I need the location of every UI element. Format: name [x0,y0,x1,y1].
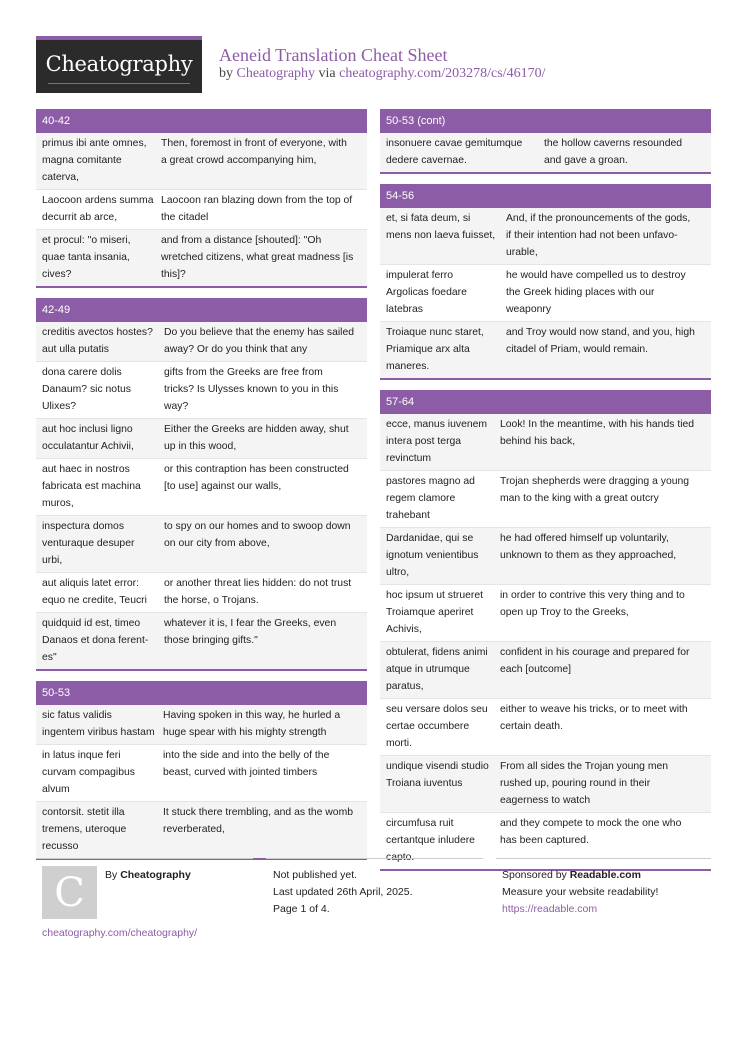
sponsor-tagline: Measure your website readability! [502,886,659,898]
right-column [380,109,711,881]
table-row [380,585,711,642]
page-footer [36,858,711,958]
latin-text: Troiaque nunc staret, Priamique arx alta maneres. [386,327,484,372]
english-text: into the side and into the belly of the beast, curved with jointed timbers [163,750,330,778]
footer-divider [266,858,483,859]
latin-text: aut aliquis latet error: equo ne credite, Teucri [42,578,147,606]
latin-text: ecce, manus iuvenem intera post terga revinctum [386,419,488,464]
latin-text: insonuere cavae gemitumque dedere cavernae. [386,138,523,166]
latin-text: Laocoon ardens summa decurrit ab arce, [42,195,154,223]
sponsor-link[interactable]: https://readable.com [502,903,598,915]
table-row [36,322,367,362]
english-text: From all sides the Trojan young men rushed up, pouring round in their eagerness to watch [500,761,669,806]
latin-text: aut haec in nostros fabricata est machina muros, [42,464,141,509]
table-row [380,414,711,471]
table-row [36,573,367,613]
table-row [380,528,711,585]
latin-text: impulerat ferro Argolicas foedare latebras [386,270,467,315]
table-row [380,699,711,756]
via-word: via [318,66,336,81]
english-text: Do you believe that the enemy has sailed away? Or do you think that any [164,327,355,355]
table-row [380,208,711,265]
english-text: whatever it is, I fear the Greeks, even those bringing gifts." [164,618,337,646]
latin-text: creditis avectos hostes? aut ulla putatis [42,327,153,355]
by-label: By [105,869,118,881]
table-row [380,133,711,172]
latin-text: in latus inque feri curvam compagibus alvum [42,750,135,795]
english-text: or this contraption has been constructed [to use] against our walls, [164,464,349,492]
section-header: 40-42 [36,109,367,133]
latin-text: et procul: "o miseri, quae tanta insania, cives? [42,235,131,280]
latin-text: contorsit. stetit illa tremens, uteroque recusso [42,807,127,852]
english-text: or another threat lies hidden: do not trust the horse, o Trojans. [164,578,352,606]
sponsor-line [502,867,641,884]
sheet-url-link[interactable]: cheatography.com/203278/cs/46170/ [339,66,546,81]
table-row [36,613,367,669]
latin-text: aut hoc inclusi ligno occulatantur Achivii, [42,424,134,452]
byline [219,66,545,82]
latin-text: inspectura domos venturaque desuper urbi, [42,521,135,566]
table-row [380,322,711,378]
english-text: confident in his courage and prepared for each [outcome] [500,647,690,675]
english-text: and Troy would now stand, and you, high citadel of Priam, would remain. [506,327,695,355]
table-row [380,756,711,813]
english-text: he would have compelled us to destroy the Greek hiding places with our weaponry [506,270,686,315]
english-text: Trojan shepherds were dragging a young man to the king with a great outcry [500,476,690,504]
section-40-42 [36,109,367,288]
sheet-title: Aeneid Translation Cheat Sheet [219,45,448,65]
page-number: Page 1 of 4. [273,903,330,915]
logo-text: Cheatography [45,52,193,76]
section-header: 57-64 [380,390,711,414]
latin-text: sic fatus validis ingentem viribus hastam [42,710,155,738]
english-text: And, if the pronouncements of the gods, if their intention had not been unfavo- urable, [506,213,691,258]
section-header: 50-53 (cont) [380,109,711,133]
latin-text: circumfusa ruit certantque inludere [386,818,475,846]
latin-text: quidquid id est, timeo Danaos et dona ferent- es" [42,618,149,663]
section-54-56 [380,184,711,380]
logo-underline [48,83,190,84]
latin-text: pastores magno ad regem clamore trahebant [386,476,475,521]
latin-text: seu versare dolos seu certae occumbere morti. [386,704,488,749]
left-column [36,109,367,870]
english-text: Look! In the meantime, with his hands tied behind his back, [500,419,695,447]
table-row [36,230,367,286]
section-header: 42-49 [36,298,367,322]
by-word: by [219,66,233,81]
latin-text: et, si fata deum, si mens non laeva fuisset, [386,213,496,241]
section-50-53 [36,681,367,860]
sponsor-name[interactable]: Readable.com [569,869,641,881]
table-row [36,705,367,745]
latin-text: undique visendi studio Troiana iuventus [386,761,489,789]
english-text: Then, foremost in front of everyone, with a great crowd accompanying him, [161,138,347,166]
table-row [36,190,367,230]
latin-text: dona carere dolis Danaum? sic notus Ulixes? [42,367,131,412]
latin-text: primus ibi ante omnes, magna comitante caterva, [42,138,147,183]
table-row [36,516,367,573]
table-row [380,265,711,322]
section-57-64 [380,390,711,871]
table-row [36,802,367,858]
section-header: 50-53 [36,681,367,705]
latin-text: hoc ipsum ut strueret Troiamque aperiret Achivis, [386,590,484,635]
cheatography-logo[interactable] [36,36,202,93]
last-updated: Last updated 26th April, 2025. [273,886,413,898]
english-text: gifts from the Greeks are free from tricks? Is Ulysses known to you in this way? [164,367,339,412]
author-link[interactable]: Cheatography [236,66,316,81]
sponsor-label: Sponsored by [502,869,567,881]
table-row [36,362,367,419]
english-text: and from a distance [shouted]: "Oh wretched citizens, what great madness [is this]? [161,235,354,280]
footer-divider [36,858,253,859]
table-row [36,419,367,459]
english-text: either to weave his tricks, or to meet with certain death. [500,704,688,732]
section-header: 54-56 [380,184,711,208]
english-text: the hollow caverns resounded and gave a groan. [544,138,683,166]
publish-status: Not published yet. [273,869,358,881]
table-row [36,745,367,802]
footer-author-name[interactable]: Cheatography [120,869,191,881]
english-text: to spy on our homes and to swoop down on our city from above, [164,521,351,549]
latin-text: obtulerat, fidens animi atque in utrumque paratus, [386,647,488,692]
english-text: he had offered himself up voluntarily, unknown to them as they approached, [500,533,677,561]
footer-author [105,867,191,884]
table-row [380,471,711,528]
section-42-49 [36,298,367,671]
section-50-53-cont [380,109,711,174]
table-row [36,133,367,190]
english-text: in order to contrive this very thing and to open up Troy to the Greeks, [500,590,685,618]
latin-text: Dardanidae, qui se ignotum venientibus ultro, [386,533,479,578]
english-text: Laocoon ran blazing down from the top of the citadel [161,195,353,223]
footer-divider [496,858,711,859]
avatar-letter: C [54,870,85,916]
english-text: and they compete to mock the one who has been captured. [500,818,682,846]
footer-author-link[interactable]: cheatography.com/cheatography/ [42,927,198,939]
english-text: It stuck there trembling, and as the womb reverberated, [163,807,354,835]
table-row [36,459,367,516]
english-text: Either the Greeks are hidden away, shut up in this wood, [164,424,349,452]
avatar[interactable] [42,866,97,919]
english-text: Having spoken in this way, he hurled a huge spear with his mighty strength [163,710,341,738]
table-row [380,642,711,699]
